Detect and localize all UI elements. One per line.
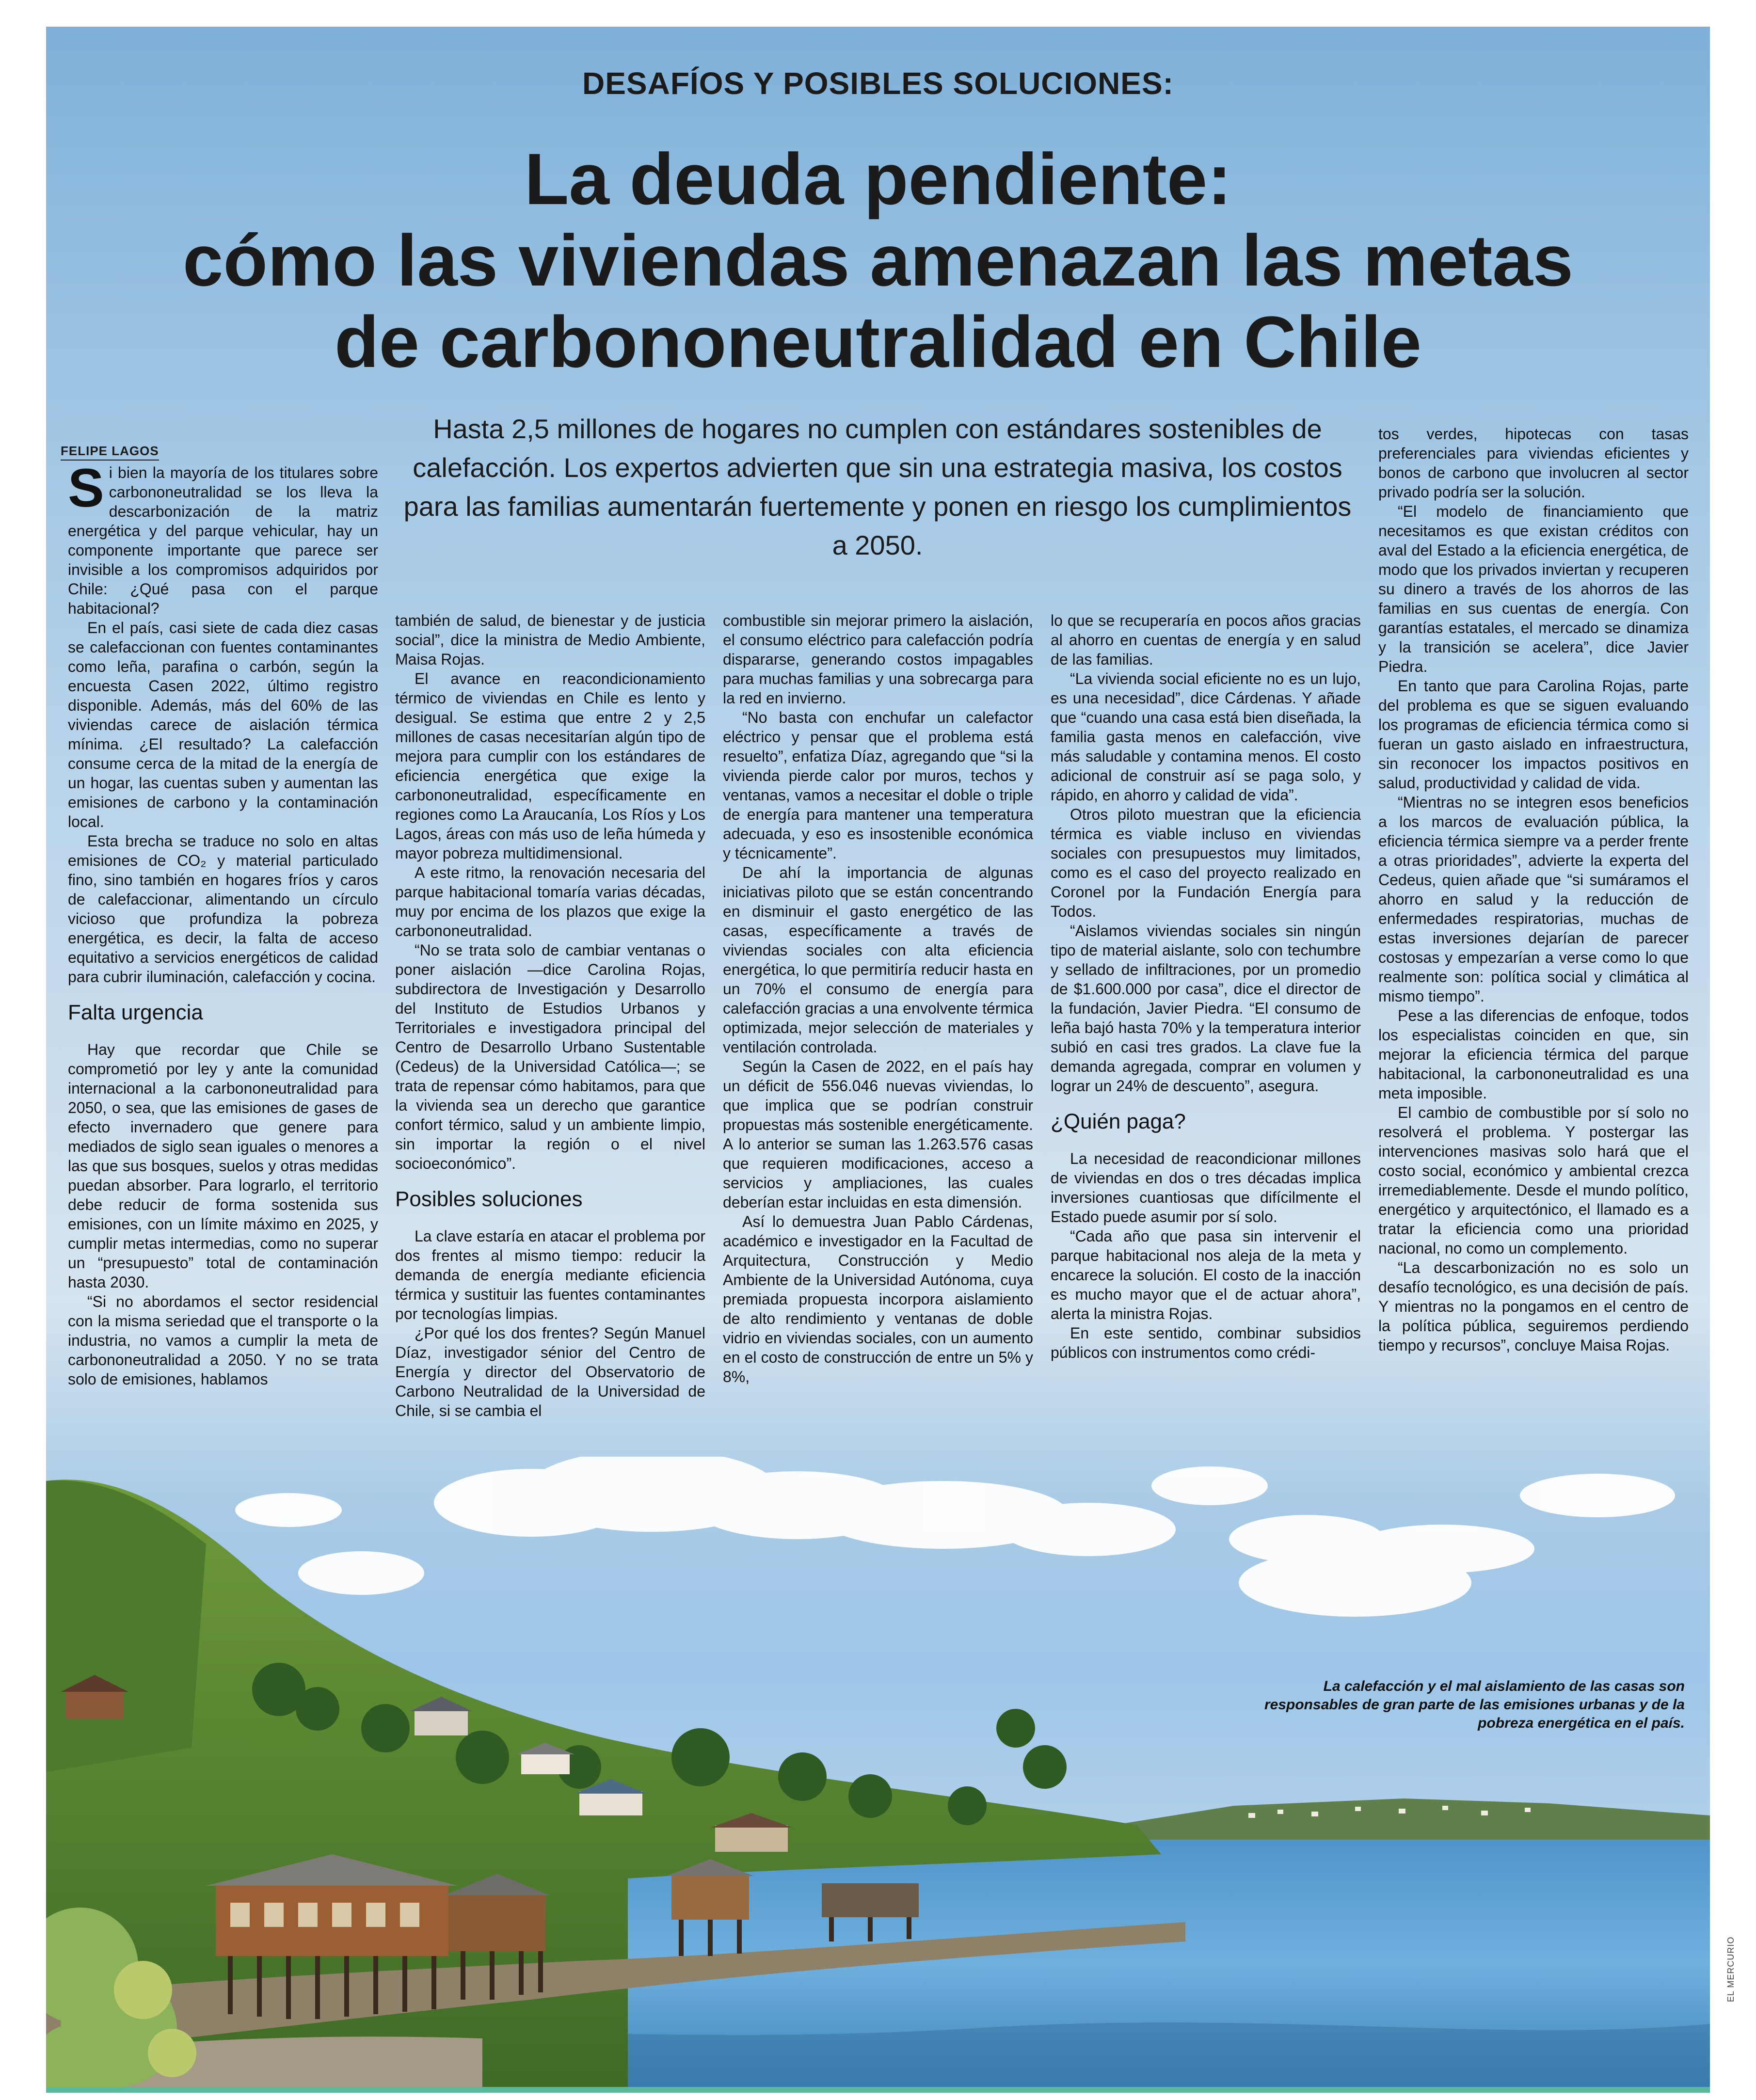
photo-coastal-stilt-houses <box>46 1457 1710 2087</box>
paragraph: Según la Casen de 2022, en el país hay un déficit de 556.046 nuevas viviendas, lo que implica que se podrían construir propuestas más sostenible energéticamente. A lo anterior se suman las 1.263.576 casas que requieren modificaciones, acceso a servicios y ampliaciones, las cuales deberían estar incluidas en esta dimensión. <box>723 1058 1033 1211</box>
paragraph: A este ritmo, la renovación necesaria del parque habitacional tomaría varias décadas, muy por encima de los plazos que exige la carbononeutralidad. <box>395 864 705 939</box>
subheading-falta-urgencia: Falta urgencia <box>68 1001 203 1024</box>
paragraph: Así lo demuestra Juan Pablo Cárdenas, académico e investigador en la Facultad de Arquitectura, Construcción y Medio Ambiente de la Universidad Autónoma, cuya premiada propuesta incorpora aislamiento de alto rendimiento y ventanas de doble vidrio en viviendas sociales, con un aumento en el costo de construcción de entre un 5% y 8%, <box>723 1213 1033 1385</box>
paragraph: Pese a las diferencias de enfoque, todos los especialistas coinciden en que, sin mejorar la eficiencia térmica del parque habitacional, la carbononeutralidad es una meta imposible. <box>1378 1007 1689 1102</box>
paragraph: “No se trata solo de cambiar ventanas o poner aislación —dice Carolina Rojas, subdirectora de Investigación y Desarrollo del Instituto de Estudios Urbanos y Territoriales e investigadora principal del Centro de Desarrollo Urbano Sustentable (Cedeus) de la Universidad Católica—; se trata de repensar cómo habitamos, para que la vivienda sea un derecho que garantice confort térmico, salud y un ambiente limpio, sin importar la región o el nivel socioeconómico”. <box>395 941 705 1172</box>
paragraph: El avance en reacondicionamiento térmico de viviendas en Chile es lento y desigual. Se estima que entre 2 y 2,5 millones de casas necesitarían algún tipo de mejora para cumplir con los estándares de eficiencia energética que exige la carbononeutralidad, específicamente en regiones como La Araucanía, Los Ríos y Los Lagos, áreas con más uso de leña húmeda y mayor pobreza multidimensional. <box>395 670 705 862</box>
paragraph: “La descarbonización no es solo un desafío tecnológico, es una decisión de país. Y mientras no la pongamos en el centro de la política pública, seguiremos perdiendo tiempo y recursos”, concluye Maisa Rojas. <box>1378 1259 1689 1354</box>
section-kicker: DESAFÍOS Y POSIBLES SOLUCIONES: <box>582 66 1174 101</box>
paragraph: La clave estaría en atacar el problema por dos frentes al mismo tiempo: reducir la demanda de energía mediante eficiencia térmica y sustituir las fuentes contaminantes por tecnologías limpias. <box>395 1227 705 1322</box>
column-4 <box>1051 611 1361 1362</box>
paragraph: también de salud, de bienestar y de justicia social”, dice la ministra de Medio Ambiente, Maisa Rojas. <box>395 612 705 668</box>
photo-caption: La calefacción y el mal aislamiento de las casas son responsables de gran parte de las emisiones urbanas y de la pobreza energética en el país. <box>1264 1678 1685 1731</box>
paragraph: En tanto que para Carolina Rojas, parte del problema es que se siguen evaluando los programas de eficiencia térmica como si fueran un gasto aislado en infraestructura, sin reconocer los impactos positivos en salud, productividad y calidad de vida. <box>1378 677 1689 792</box>
paragraph: Esta brecha se traduce no solo en altas emisiones de CO₂ y material particulado fino, sino también en hogares fríos y caros de calefaccionar, alimentando un círculo vicioso que profundiza la pobreza energética, es decir, la falta de acceso equitativo a servicios energéticos de calidad para cubrir iluminación, calefacción y cocina. <box>68 832 378 986</box>
deck-subtitle: Hasta 2,5 millones de hogares no cumplen con estándares sostenibles de calefacción. Los expertos advierten que sin una estrategia masiva, los costos para las familias aumentarán fuertemente y ponen en riesgo los cumplimientos a 2050. <box>403 414 1352 560</box>
headline-line-1: La deuda pendiente: <box>524 138 1232 220</box>
subheading-quien-paga: ¿Quién paga? <box>1051 1110 1186 1133</box>
paragraph: “No basta con enchufar un calefactor eléctrico y pensar que el problema está resuelto”, enfatiza Díaz, agregando que “si la vivienda pierde calor por muros, techos y ventanas, vamos a necesitar el doble o triple de energía para mantener una temperatura adecuada, y eso es insostenible económica y técnicamente”. <box>723 709 1033 862</box>
paragraph: En este sentido, combinar subsidios públicos con instrumentos como crédi- <box>1051 1324 1361 1361</box>
drop-cap: S <box>68 458 104 518</box>
paragraph: Otros piloto muestran que la eficiencia térmica es viable incluso en viviendas sociales con presupuestos muy limitados, como es el caso del proyecto realizado en Coronel por la Fundación Energía para Todos. <box>1051 806 1361 920</box>
paragraph: i bien la mayoría de los titulares sobre carbononeutralidad se los lleva la descarbonización de la matriz energética y del parque vehicular, hay un componente importante que parece ser invisible a los compromisos adquiridos por Chile: ¿Qué pasa con el parque habitacional? <box>68 464 378 617</box>
paragraph: combustible sin mejorar primero la aislación, el consumo eléctrico para calefacción podría dispararse, generando costos impagables para muchas familias y una sobrecarga para la red en invierno. <box>723 612 1033 707</box>
paragraph: “La vivienda social eficiente no es un lujo, es una necesidad”, dice Cárdenas. Y añade que “cuando una casa está bien diseñada, la familia gasta menos en calefacción, vive más saludable y contamina menos. El costo adicional de construir así se paga solo, y rápido, en ahorro y calidad de vida”. <box>1051 670 1361 804</box>
paragraph: “Si no abordamos el sector residencial con la misma seriedad que el transporte o la industria, no vamos a cumplir la meta de carbononeutralidad a 2050. Y no se trata solo de emisiones, hablamos <box>68 1293 378 1388</box>
column-5 <box>1378 424 1689 1355</box>
paragraph: De ahí la importancia de algunas iniciativas piloto que se están concentrando en disminuir el gasto energético de las casas, específicamente a través de viviendas sociales con alta eficiencia energética, lo que permitiría reducir hasta en un 70% el consumo de energía para calefacción gracias a una envolvente térmica optimizada, mejor selección de materiales y ventilación controlada. <box>723 864 1033 1056</box>
paragraph: tos verdes, hipotecas con tasas preferenciales para viviendas eficientes y bonos de carbono que involucren al sector privado podría ser la solución. <box>1378 425 1689 501</box>
headline-line-2: cómo las viviendas amenazan las metas <box>182 220 1574 301</box>
paragraph: lo que se recuperaría en pocos años gracias al ahorro en cuentas de energía y en salud de las familias. <box>1051 612 1361 668</box>
paragraph: “Cada año que pasa sin intervenir el parque habitacional nos aleja de la meta y encarece la solución. El costo de la inacción es mucho mayor que el de actuar ahora”, alerta la ministra Rojas. <box>1051 1227 1361 1322</box>
paragraph: ¿Por qué los dos frentes? Según Manuel Díaz, investigador sénior del Centro de Energía y director del Observatorio de Carbono Neutralidad de la Universidad de Chile, si se cambia el <box>395 1324 705 1419</box>
paragraph: Hay que recordar que Chile se comprometió por ley y ante la comunidad internacional a la carbononeutralidad para 2050, o sea, que las emisiones de gases de efecto invernadero que genere para mediados de siglo sean iguales o menores a las que sus bosques, suelos y otras medidas puedan absorber. Para lograrlo, el territorio debe reducir de forma sostenida sus emisiones, con un límite máximo en 2025, y cumplir metas intermedias, como no superar un “presupuesto” total de contaminación hasta 2030. <box>68 1041 378 1291</box>
article-sheet <box>46 27 1710 2087</box>
column-3 <box>723 611 1033 1386</box>
paragraph: “El modelo de financiamiento que necesitamos es que existan créditos con aval del Estado a la eficiencia energética, de modo que los privados inviertan y recuperen su dinero a través de los ahorros de las familias en sus cuentas de energía. Con garantías estatales, el mercado se dinamiza y la transición se acelera”, dice Javier Piedra. <box>1378 503 1689 675</box>
column-2 <box>395 611 705 1420</box>
paragraph: “Mientras no se integren esos beneficios a los marcos de evaluación pública, la eficiencia térmica siempre va a perder frente a otras prioridades”, advierte la experta del Cedeus, quien añade que “si sumáramos el ahorro en salud y la reducción de enfermedades respiratorias, muchas de estas inversiones dejarían de parecer costosas y empezarían a verse como lo que realmente son: política social y climática al mismo tiempo”. <box>1378 794 1689 1005</box>
paragraph: La necesidad de reacondicionar millones de viviendas en dos o tres décadas implica inversiones cuantiosas que difícilmente el Estado puede asumir por sí solo. <box>1051 1150 1361 1225</box>
byline: FELIPE LAGOS <box>61 444 159 461</box>
photo-credit: EL MERCURIO <box>1726 1936 1736 2002</box>
subheading-posibles-soluciones: Posibles soluciones <box>395 1187 583 1211</box>
headline <box>46 138 1710 382</box>
bottom-accent-bar <box>46 2087 1710 2093</box>
headline-line-3: de carbononeutralidad en Chile <box>334 301 1422 382</box>
paragraph: “Aislamos viviendas sociales sin ningún tipo de material aislante, solo con techumbre y sellado de infiltraciones, por un promedio de $1.600.000 por casa”, dice el director de la fundación, Javier Piedra. “El consumo de leña bajó hasta 70% y la temperatura interior subió en casi tres grados. La clave fue la demanda agregada, comprar en volumen y lograr un 24% de descuento”, asegura. <box>1051 922 1361 1095</box>
column-1 <box>68 458 378 1389</box>
paragraph: El cambio de combustible por sí solo no resolverá el problema. Y postergar las intervenciones masivas solo hará que el costo social, económico y ambiental crezca irremediablemente. Desde el mundo político, energético y arquitectónico, el llamado es a tratar la eficiencia como una prioridad nacional, no como un complemento. <box>1378 1104 1689 1257</box>
paragraph: En el país, casi siete de cada diez casas se calefaccionan con fuentes contaminantes como leña, parafina o carbón, según la encuesta Casen 2022, último registro disponible. Además, más del 60% de las viviendas carece de aislación térmica mínima. ¿El resultado? La calefacción consume cerca de la mitad de la energía de un hogar, las cuentas suben y aumentan las emisiones de carbono y la contaminación local. <box>68 619 378 830</box>
